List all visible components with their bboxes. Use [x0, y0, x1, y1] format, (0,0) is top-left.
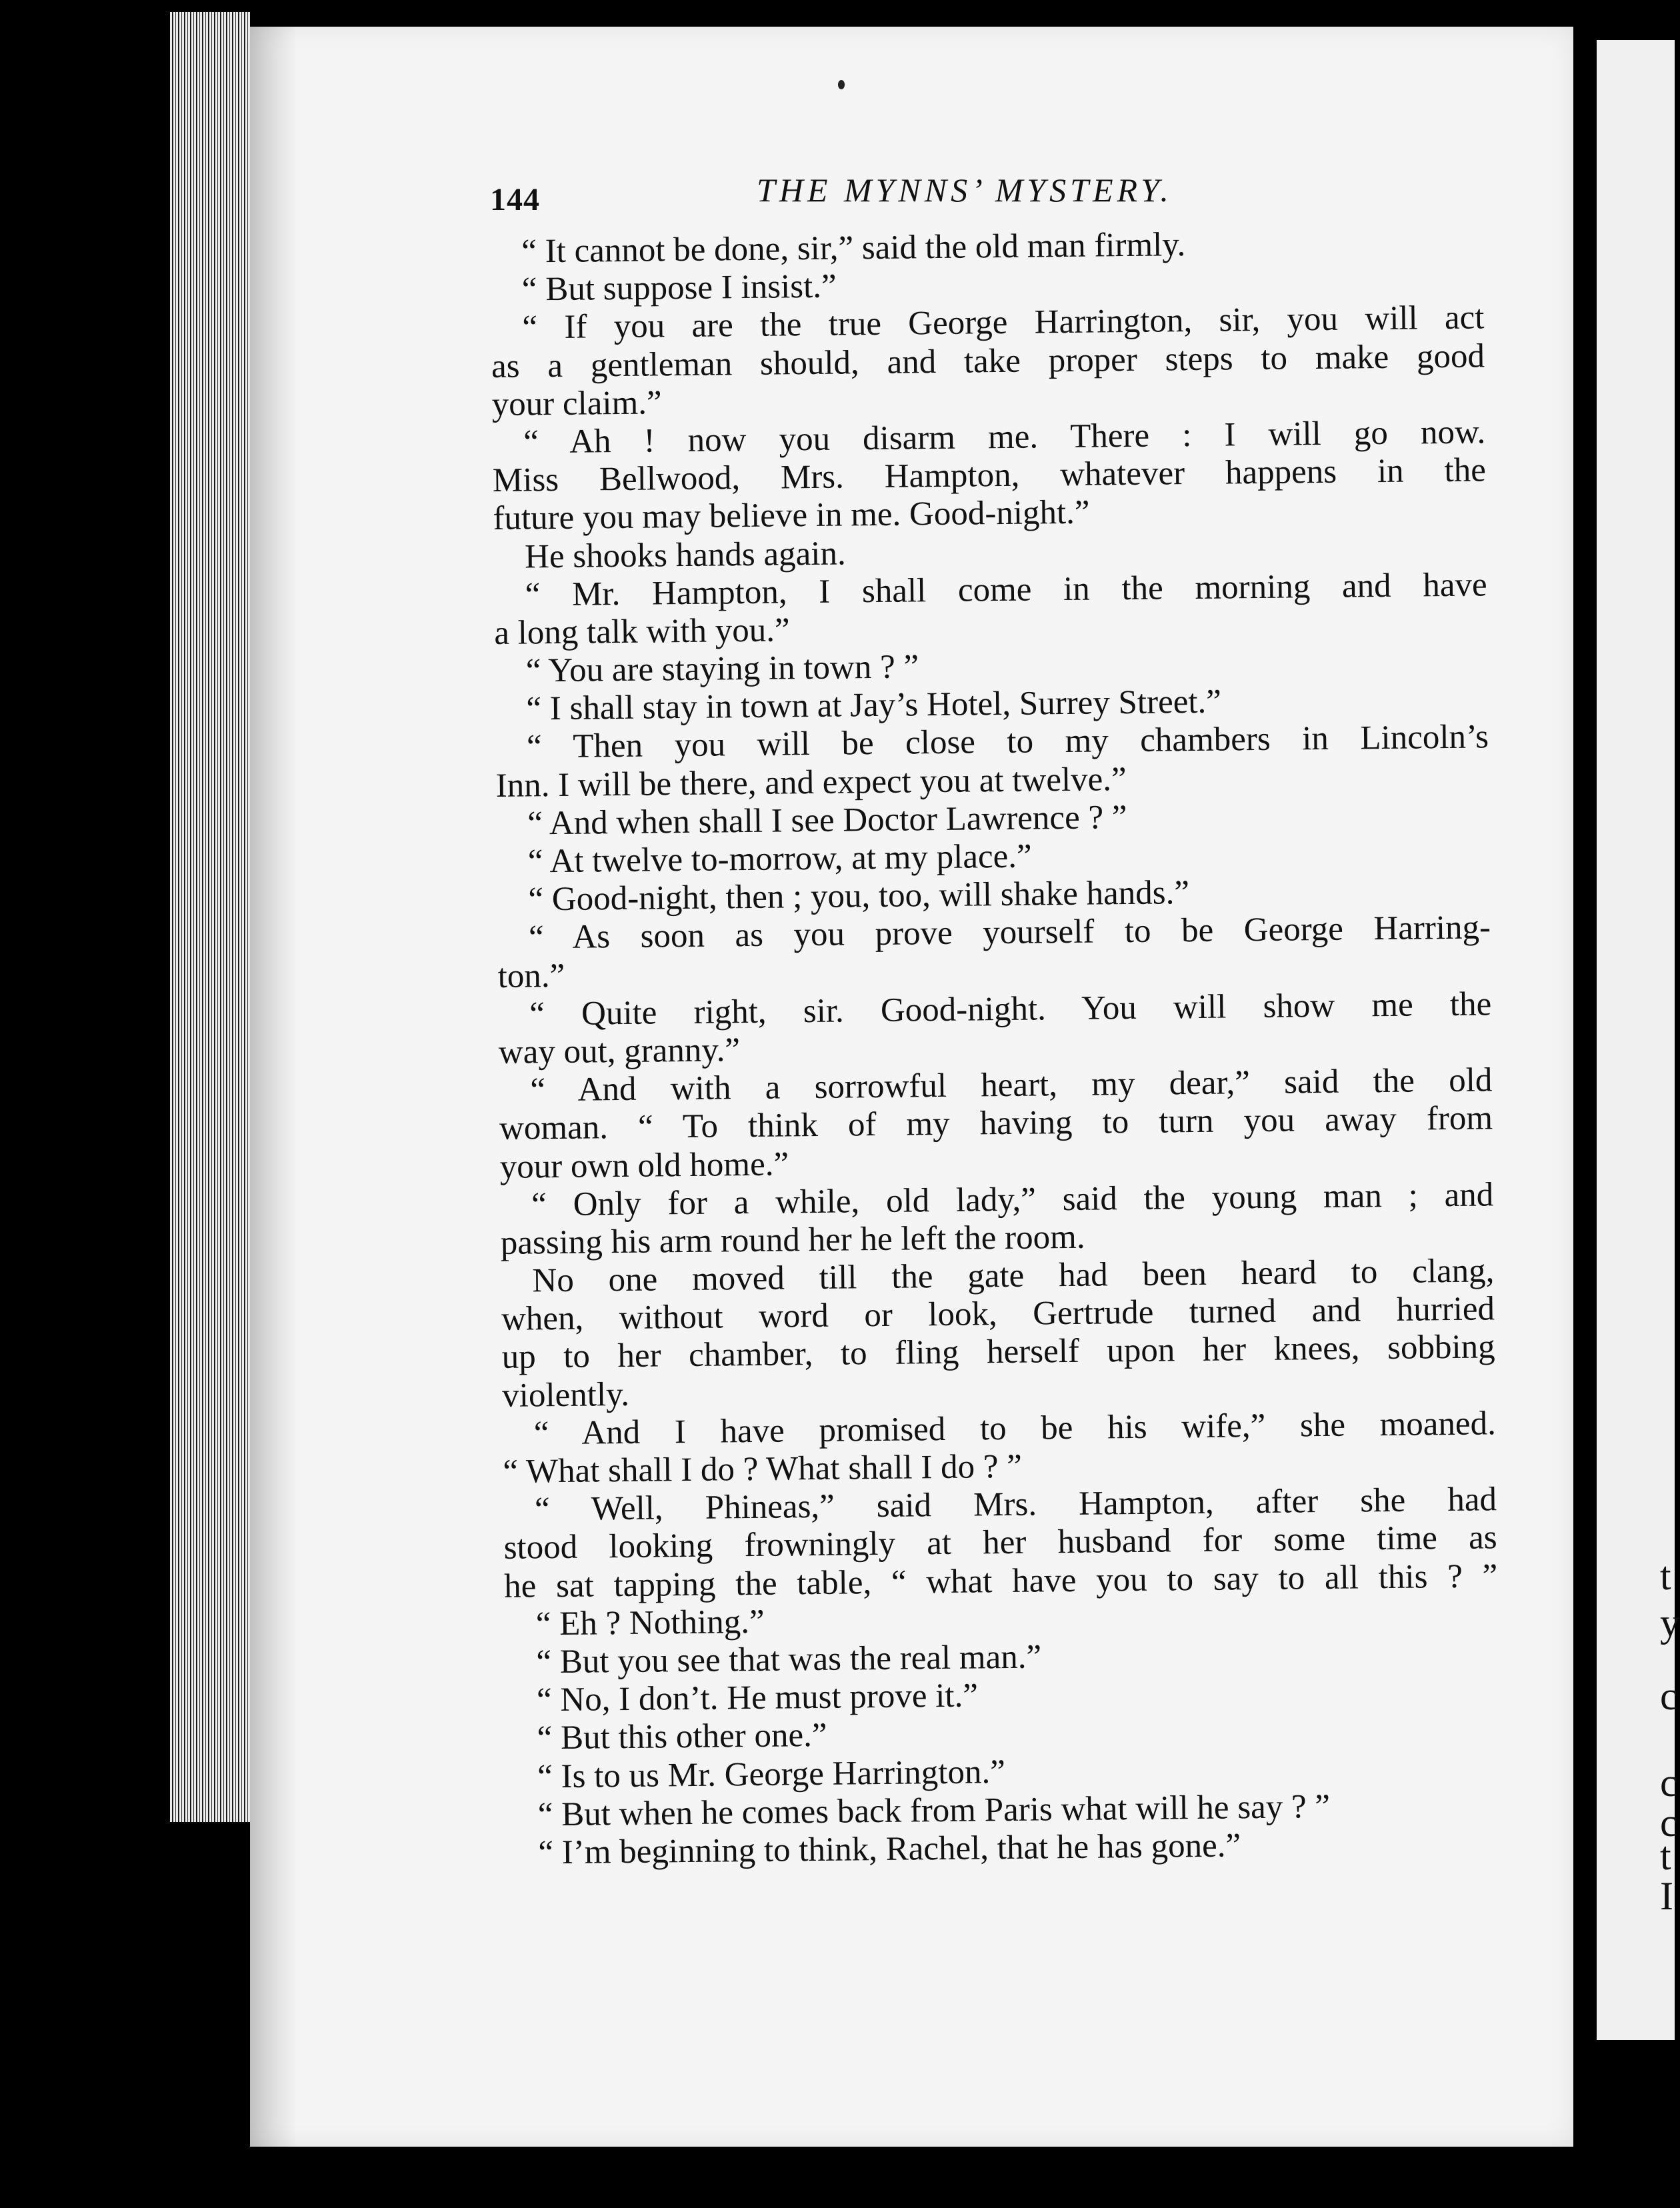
text-line: He shooks hands again. [524, 534, 846, 575]
text-line: ton.” [497, 957, 565, 995]
text-line: “ Eh ? Nothing.” [535, 1603, 765, 1643]
text-line: “ At twelve to-morrow, at my place.” [527, 837, 1032, 881]
facing-page-glyph: c [1660, 1761, 1678, 1805]
facing-page-glyph: y [1660, 1601, 1680, 1645]
text-line: a long talk with you.” [493, 611, 790, 652]
text-line: stood looking frowningly at her husband for some time as [503, 1519, 1497, 1567]
facing-page-glyph: c [1660, 1674, 1678, 1718]
text-line: Miss Bellwood, Mrs. Hampton, whatever happens in the [492, 451, 1487, 500]
page-number: 144 [490, 182, 540, 217]
page-edges [170, 12, 250, 1822]
ink-dot [838, 80, 845, 89]
gutter-shadow [250, 27, 297, 2147]
text-line: “ If you are the true George Harrington, sir, you will act [522, 299, 1485, 347]
text-line: “ But you see that was the real man.” [536, 1638, 1042, 1681]
text-line: “ And with a sorrowful heart, my dear,” said the old [530, 1061, 1493, 1109]
facing-page-glyph: t [1660, 1834, 1671, 1878]
text-line: Inn. I will be there, and expect you at twelve.” [495, 760, 1127, 805]
facing-page-glyph: I [1660, 1874, 1673, 1918]
text-line: “ Is to us Mr. George Harrington.” [537, 1753, 1006, 1795]
text-line: when, without word or look, Gertrude turned and hurried [501, 1290, 1495, 1339]
text-line: “ But when he comes back from Paris what will he say ? ” [537, 1787, 1331, 1834]
text-line: “ Well, Phineas,” said Mrs. Hampton, after she had [534, 1481, 1497, 1529]
text-line: “ No, I don’t. He must prove it.” [536, 1677, 979, 1719]
text-line: “ Quite right, sir. Good-night. You will show me the [529, 985, 1492, 1033]
text-line: “ I’m beginning to think, Rachel, that he has gone.” [538, 1827, 1241, 1872]
text-line: “ What shall I do ? What shall I do ? ” [503, 1447, 1023, 1491]
text-line: future you may believe in me. Good-night.” [493, 493, 1090, 538]
text-line: “ You are staying in town ? ” [525, 648, 919, 690]
text-line: “ Then you will be close to my chambers in Lincoln’s [526, 718, 1489, 766]
facing-page-edge [1597, 40, 1675, 2040]
book-title: THE MYNNS’ MYSTERY. [757, 171, 1173, 209]
text-line: violently. [501, 1375, 630, 1415]
text-line: “ Good-night, then ; you, too, will shake hands.” [528, 874, 1190, 919]
text-line: your own old home.” [499, 1145, 789, 1186]
text-line: “ And when shall I see Doctor Lawrence ? ” [527, 798, 1127, 843]
text-line: way out, granny.” [498, 1031, 741, 1071]
text-line: “ But suppose I insist.” [521, 267, 837, 309]
text-line: No one moved till the gate had been heard to clang, [532, 1252, 1495, 1300]
running-head [490, 159, 1530, 217]
text-line: “ Ah ! now you disarm me. There : I will go now. [523, 413, 1486, 461]
text-line: “ I shall stay in town at Jay’s Hotel, Surrey Street.” [526, 683, 1222, 728]
text-line: “ It cannot be done, sir,” said the old man firmly. [521, 226, 1186, 271]
text-line: as a gentleman should, and take proper steps to make good [491, 337, 1485, 385]
text-line: “ Mr. Hampton, I shall come in the morning and have [525, 566, 1487, 614]
text-line: “ But this other one.” [537, 1717, 827, 1757]
facing-page-glyph: c [1660, 1801, 1678, 1845]
text-line: passing his arm round her he left the room. [500, 1218, 1085, 1262]
text-line: “ As soon as you prove yourself to be George Harring- [528, 909, 1491, 957]
text-line: “ Only for a while, old lady,” said the young man ; and [531, 1176, 1494, 1224]
body-text [490, 223, 1501, 1873]
text-line: up to her chamber, to fling herself upon her knees, sobbing [501, 1328, 1495, 1377]
text-line: he sat tapping the table, “ what have you to say to all this ? ” [503, 1557, 1498, 1605]
text-line: your claim.” [491, 384, 662, 423]
text-line: woman. “ To think of my having to turn you away from [499, 1099, 1493, 1148]
text-line: “ And I have promised to be his wife,” she moaned. [533, 1405, 1497, 1453]
facing-page-glyph: t [1660, 1554, 1671, 1598]
